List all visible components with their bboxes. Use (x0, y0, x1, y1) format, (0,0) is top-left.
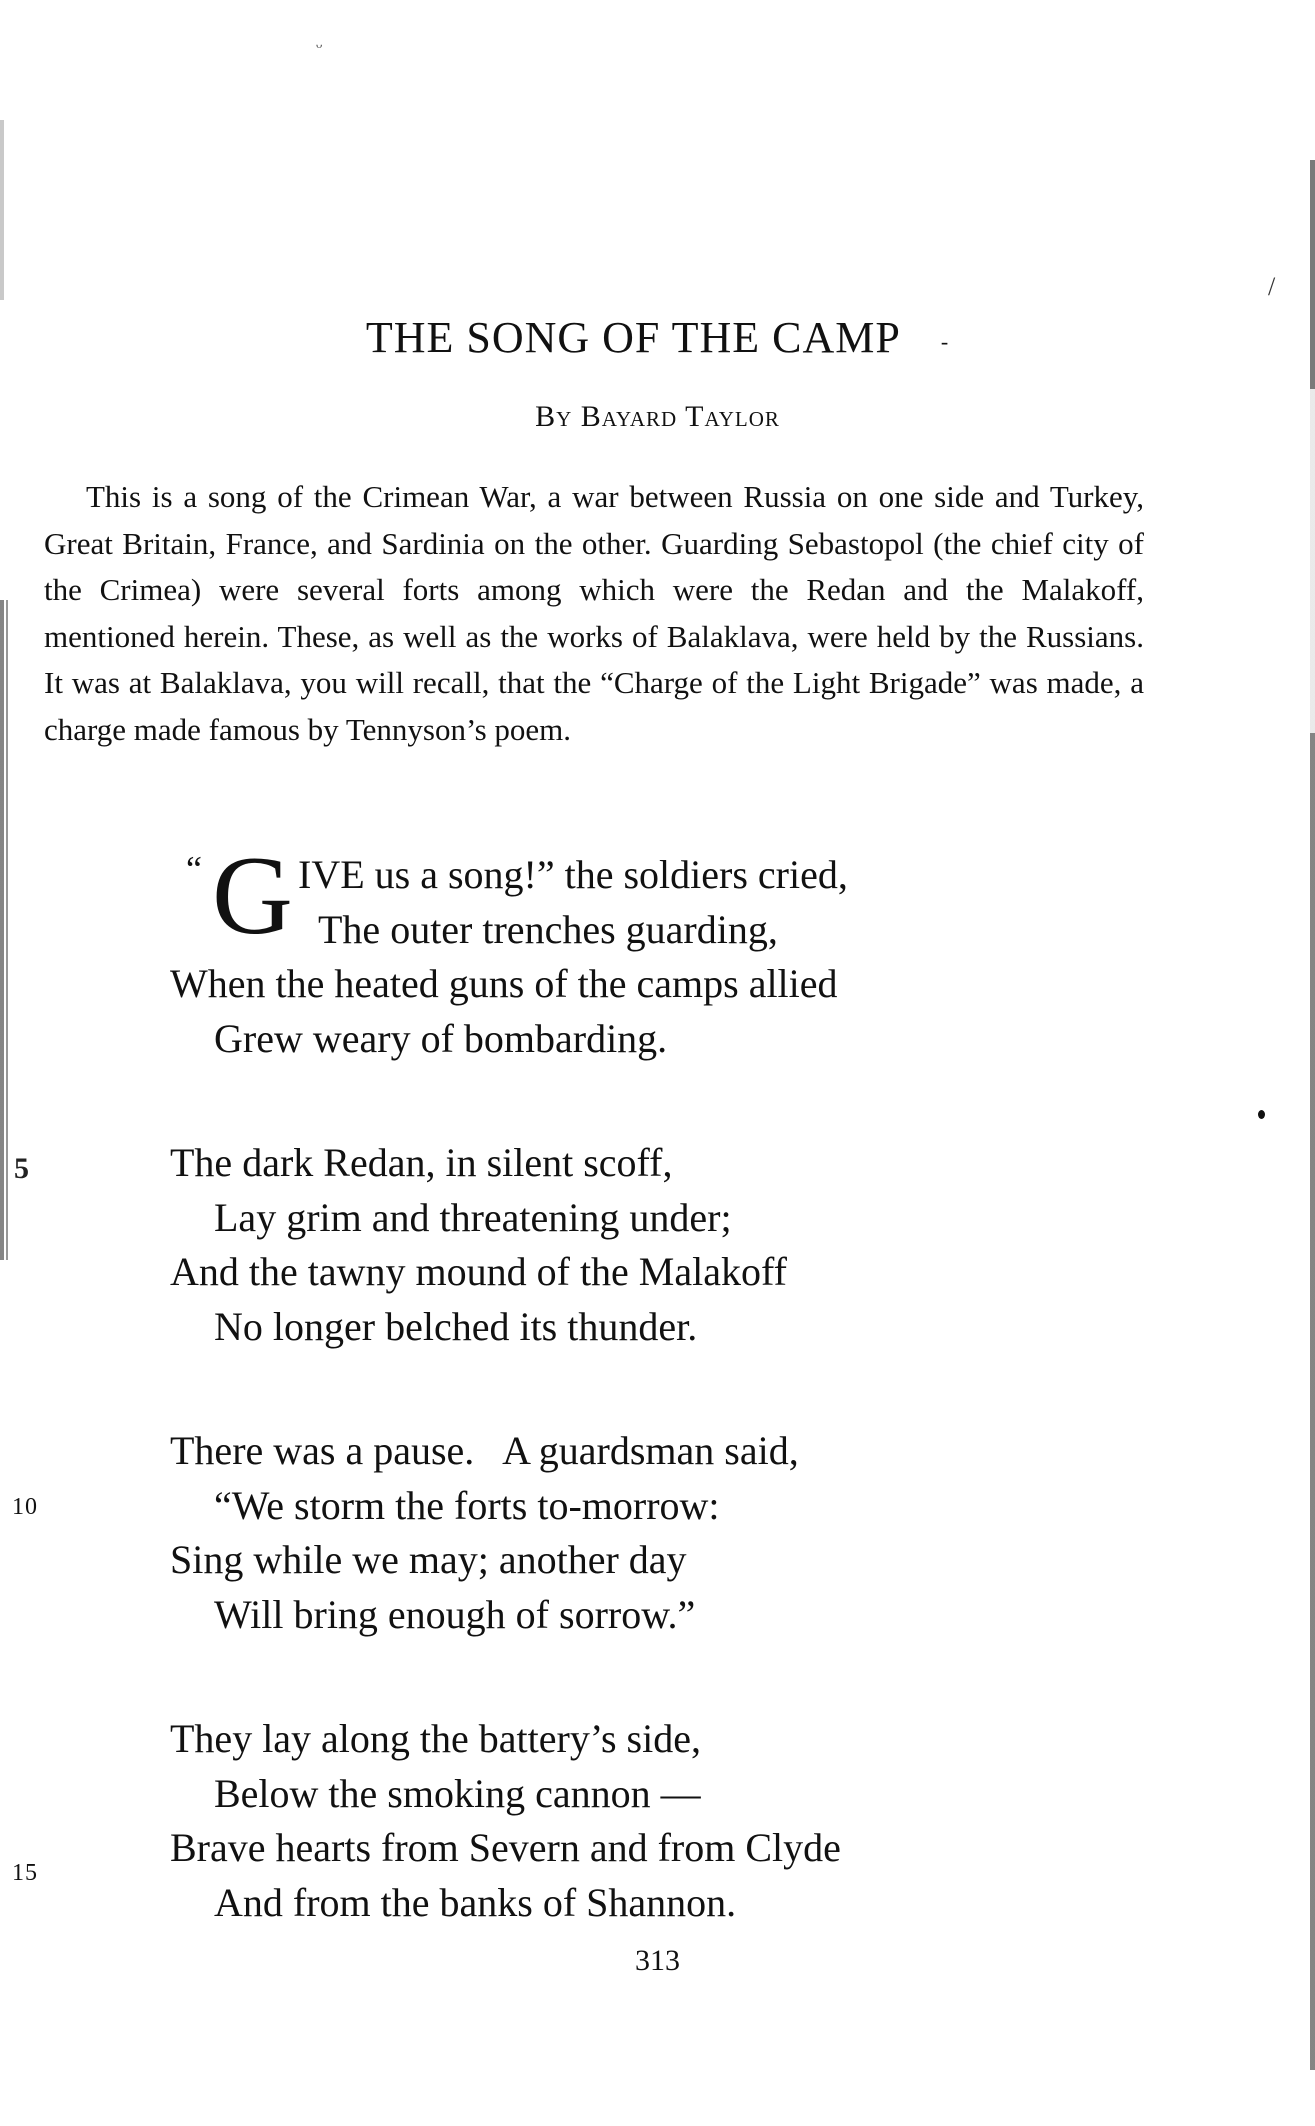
poem-line-7: And the tawny mound of the Malakoff (170, 1249, 787, 1294)
poem-line-5: The dark Redan, in silent scoff, (170, 1140, 673, 1185)
scan-edge-left (0, 600, 12, 1260)
scan-mark-dot (1258, 1110, 1265, 1119)
poem-line-11: Sing while we may; another day (170, 1537, 687, 1582)
poem-body (170, 834, 1170, 2000)
opening-quote: “ (186, 849, 202, 889)
poem-line-1-text: IVE us a song!” the soldiers cried, (298, 852, 848, 897)
line-number-15: 15 (12, 1860, 38, 1886)
poem-title-text: THE SONG OF THE CAMP (365, 313, 901, 362)
poem-line-16: And from the banks of Shannon. (214, 1879, 737, 1925)
poem-line-9: There was a pause. A guardsman said, (170, 1428, 799, 1473)
page-number: 313 (635, 1944, 680, 1977)
stanza-2 (170, 1136, 1170, 1354)
intro-paragraph: This is a song of the Crimean War, a war between Russia on one side and Turkey, Great Britain, France, and Sardinia on the other. Guarding Sebastopol (the chief city of the Crimea) were several forts among which were the Redan and the Malakoff, mentioned herein. These, as well as the works of Balaklava, were held by the Russians. It was at Balaklava, you will recall, that the “Charge of the Light Brigade” was made, a charge made famous by Tennyson’s poem. (44, 479, 1144, 747)
drop-cap: G (212, 834, 293, 958)
poem-line-8: No longer belched its thunder. (214, 1303, 698, 1349)
poem-line-4: Grew weary of bombarding. (214, 1015, 668, 1061)
poem-line-12: Will bring enough of sorrow.” (214, 1591, 696, 1637)
scan-edge-left-upper (0, 120, 4, 300)
stanza-1 (170, 834, 1170, 1066)
poem-line-14: Below the smoking cannon — (214, 1770, 701, 1816)
poem-line-3: When the heated guns of the camps allied (170, 961, 838, 1006)
poem-line-10: “We storm the forts to-morrow: (214, 1482, 720, 1528)
scan-mark-slash: / (1268, 272, 1276, 301)
title-mark: - (940, 328, 950, 354)
scan-mark-top: ᵕ (316, 34, 323, 59)
author-byline: By Bayard Taylor (535, 400, 780, 433)
poem-line-13: They lay along the battery’s side, (170, 1716, 701, 1761)
line-number-5: 5 (14, 1152, 29, 1185)
stanza-4 (170, 1712, 1170, 1930)
line-number-10: 10 (12, 1494, 38, 1520)
poem-line-15: Brave hearts from Severn and from Clyde (170, 1825, 841, 1870)
poem-line-6: Lay grim and threatening under; (214, 1194, 732, 1240)
poem-title (0, 312, 1315, 363)
poem-line-2: The outer trenches guarding, (318, 906, 778, 952)
stanza-3 (170, 1424, 1170, 1642)
scan-edge-right (1310, 160, 1315, 2070)
